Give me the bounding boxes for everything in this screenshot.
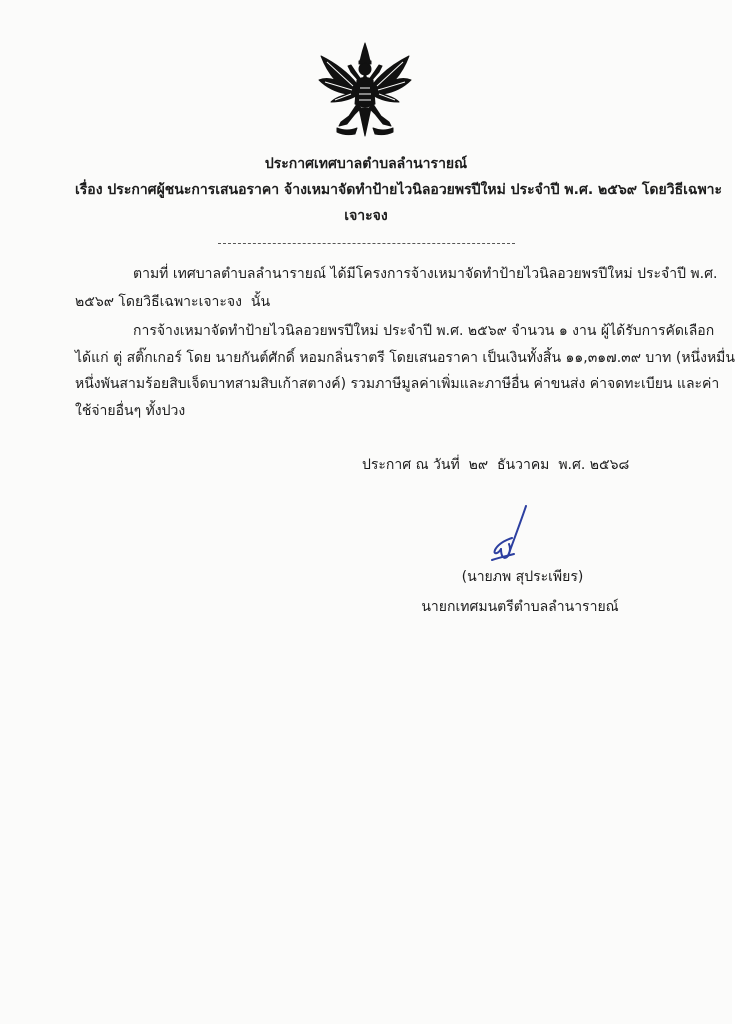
- paragraph-1-line-2: ๒๕๖๙ โดยวิธีเฉพาะเจาะจง นั้น: [75, 294, 271, 310]
- signer-name: (นายภพ สุประเพียร): [461, 569, 584, 585]
- paragraph-2-line-4: ใช้จ่ายอื่นๆ ทั้งปวง: [75, 403, 186, 419]
- paragraph-1-line-1: ตามที่ เทศบาลตำบลลำนารายณ์ ได้มีโครงการจ้างเหมาจัดทำป้ายไวนิลอวยพรปีใหม่ ประจำปี พ.ศ.: [133, 266, 718, 282]
- paragraph-2-line-1: การจ้างเหมาจัดทำป้ายไวนิลอวยพรปีใหม่ ประจำปี พ.ศ. ๒๕๖๙ จำนวน ๑ งาน ผู้ได้รับการคัดเลือก: [133, 323, 715, 339]
- signer-position: นายกเทศมนตรีตำบลลำนารายณ์: [421, 599, 619, 615]
- handwritten-signature: [486, 504, 532, 568]
- subject-line-continuation: เจาะจง: [344, 208, 388, 224]
- subject-line: เรื่อง ประกาศผู้ชนะการเสนอราคา จ้างเหมาจัดทำป้ายไวนิลอวยพรปีใหม่ ประจำปี พ.ศ. ๒๕๖๙ โดยวิธีเฉพาะ: [75, 182, 723, 198]
- announcement-date: ประกาศ ณ วันที่ ๒๙ ธันวาคม พ.ศ. ๒๕๖๘: [362, 457, 630, 473]
- garuda-emblem-icon: [316, 42, 414, 138]
- paragraph-2-line-3: หนึ่งพันสามร้อยสิบเจ็ดบาทสามสิบเก้าสตางค์) รวมภาษีมูลค่าเพิ่มและภาษีอื่น ค่าขนส่ง ค่าจดทะเบียน และค่า: [75, 376, 720, 392]
- header-divider: [218, 243, 515, 244]
- document-title: ประกาศเทศบาลตำบลลำนารายณ์: [264, 156, 468, 172]
- paragraph-2-line-2: ได้แก่ ตู่ สติ๊กเกอร์ โดย นายกันต์ศักดิ์ หอมกลิ่นราตรี โดยเสนอราคา เป็นเงินทั้งสิ้น ๑๑,๓๑๗.๓๙ บาท (หนึ่งหมื่น: [75, 350, 735, 366]
